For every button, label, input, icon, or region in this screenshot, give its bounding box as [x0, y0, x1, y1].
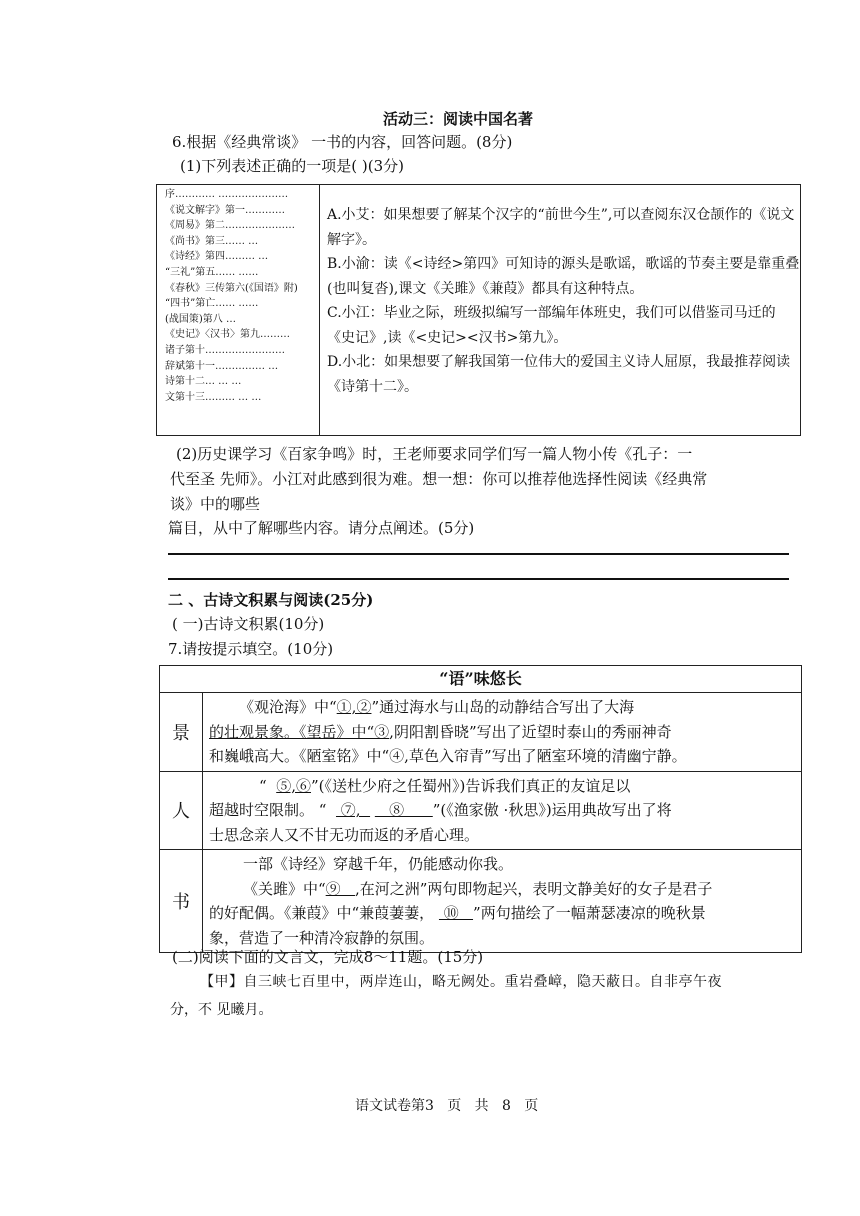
option-list	[327, 203, 801, 399]
blank-10[interactable]: ⑩	[438, 904, 474, 922]
q6-sub2-line3: 谈》中的哪些	[170, 495, 261, 513]
q7-stem: 7.请按提示填空。(10分)	[168, 640, 334, 658]
blank-9[interactable]: ⑨	[325, 879, 355, 898]
q6-sub1: (1)下列表述正确的一项是( )(3分)	[180, 157, 404, 175]
toc-item: 诗第十二… … …	[165, 376, 242, 388]
blank-1-2[interactable]: ①,②	[336, 698, 372, 716]
toc-item: 文第十三……… … …	[165, 391, 262, 403]
option-c: C.小江：毕业之际，班级拟编写一部编年体班史，我们可以借鉴司马迁的《史记》,读《<史记><汉书>第九》。	[327, 305, 776, 346]
q6-sub2-line1: (2)历史课学习《百家争鸣》时，王老师要求同学们写一篇人物小传《孔子：一	[176, 445, 693, 463]
row-category-scene: 景	[160, 693, 203, 772]
blank-7[interactable]: ⑦,	[335, 801, 371, 819]
page-footer: 语文试卷第3 页 共 8 页	[355, 1098, 539, 1114]
blank-5-6[interactable]: ⑤,⑥	[276, 776, 311, 795]
toc-divider	[319, 185, 320, 435]
section2-title: 二 、古诗文积累与阅读(25分)	[168, 591, 374, 609]
toc-item: 《诗经》第四……… …	[165, 251, 269, 263]
q6-sub2-line2: 代至圣 先师》。小江对此感到很为难。想一想：你可以推荐他选择性阅读《经典常	[170, 470, 708, 488]
toc-item: “三礼”第五…… ……	[165, 266, 259, 278]
toc-item: 《尚书》第三…… …	[165, 235, 259, 247]
toc-item: 《周易》第二…………………	[165, 220, 295, 232]
option-b: B.小渝：读《<诗经>第四》可知诗的源头是歌谣，歌谣的节奏主要是靠重叠(也叫复沓),课文《关雎》《兼葭》都具有这种特点。	[327, 256, 800, 297]
toc-item: 序………… …………………	[165, 189, 289, 200]
row-content-scene: 《观沧海》中“①,②”通过海水与山岛的动静结合写出了大海 的壮观景象。《望岳》中“③,阴阳割昏晓”写出了近望时泰山的秀丽神奇 和巍峨高大。《陋室铭》中“④,草色入帘青”写出了陋室环境的清幽宁静。	[203, 693, 802, 772]
blank-8[interactable]: ⑧	[374, 801, 433, 819]
toc-options-box	[156, 184, 801, 436]
row-content-book: 一部《诗经》穿越千年，仍能感动你我。 《关雎》中“⑨ ,在河之洲”两句即物起兴，表明文静美好的女子是君子 的好配偶。《兼葭》中“兼葭萋萋， ⑩ ”两句描绘了一幅萧瑟凄凉的晚秋景 象，营造了一种清冷寂静的氛围。	[203, 850, 802, 953]
toc-item: 《史记》〈汉书〉第九………	[165, 329, 290, 341]
activity-title: 活动三：阅读中国名著	[383, 110, 534, 128]
passage-jia-line1: 【甲】自三峡七百里中，两岸连山，略无阙处。重岩叠嶂，隐天蔽日。自非亭午夜	[200, 974, 722, 990]
q6-stem: 6.根据《经典常谈》 一书的内容，回答问题。(8分)	[172, 133, 513, 151]
passage-jia-line2: 分，不 见曦月。	[170, 1002, 273, 1018]
row-category-book: 书	[160, 850, 203, 953]
option-a: A.小艾：如果想要了解某个汉字的“前世今生”,可以查阅东汉仓颉作的《说文解字》。	[327, 207, 795, 248]
toc-item: 《春秋》三传第六(《国语》附)	[165, 282, 298, 294]
option-d: D.小北：如果想要了解我国第一位伟大的爱国主义诗人屈原，我最推荐阅读《诗第十二》。	[327, 354, 791, 395]
section2-part1: ( 一)古诗文积累(10分)	[172, 615, 325, 633]
toc-item: 《说文解字》第一…………	[165, 204, 285, 216]
table-title: “语”味悠长	[160, 666, 802, 693]
toc-item: “四书”第亡…… ……	[165, 298, 259, 310]
toc-list	[165, 187, 298, 405]
row-category-people: 人	[160, 771, 203, 850]
row-content-people: “ ⑤,⑥”(《送杜少府之任蜀州》)告诉我们真正的友谊足以 超越时空限制。 “ ⑦, ⑧ ”(《渔家傲 ·秋思》)运用典故写出了将 士思念亲人又不甘无功而返的矛盾心理。	[203, 771, 802, 850]
answer-line-2	[168, 578, 789, 580]
poem-fill-table	[159, 665, 802, 953]
q6-sub2-line4: 篇目，从中了解哪些内容。请分点阐述。(5分)	[168, 519, 475, 537]
section2-part2: (二)阅读下面的文言文，完成8～11题。(15分)	[172, 948, 484, 966]
toc-item: 诸子第十……………………	[165, 344, 285, 356]
toc-item: (战国策)第八 …	[165, 313, 236, 325]
toc-item: 辞斌第十一…………… …	[165, 360, 279, 372]
answer-line-1	[168, 553, 789, 555]
